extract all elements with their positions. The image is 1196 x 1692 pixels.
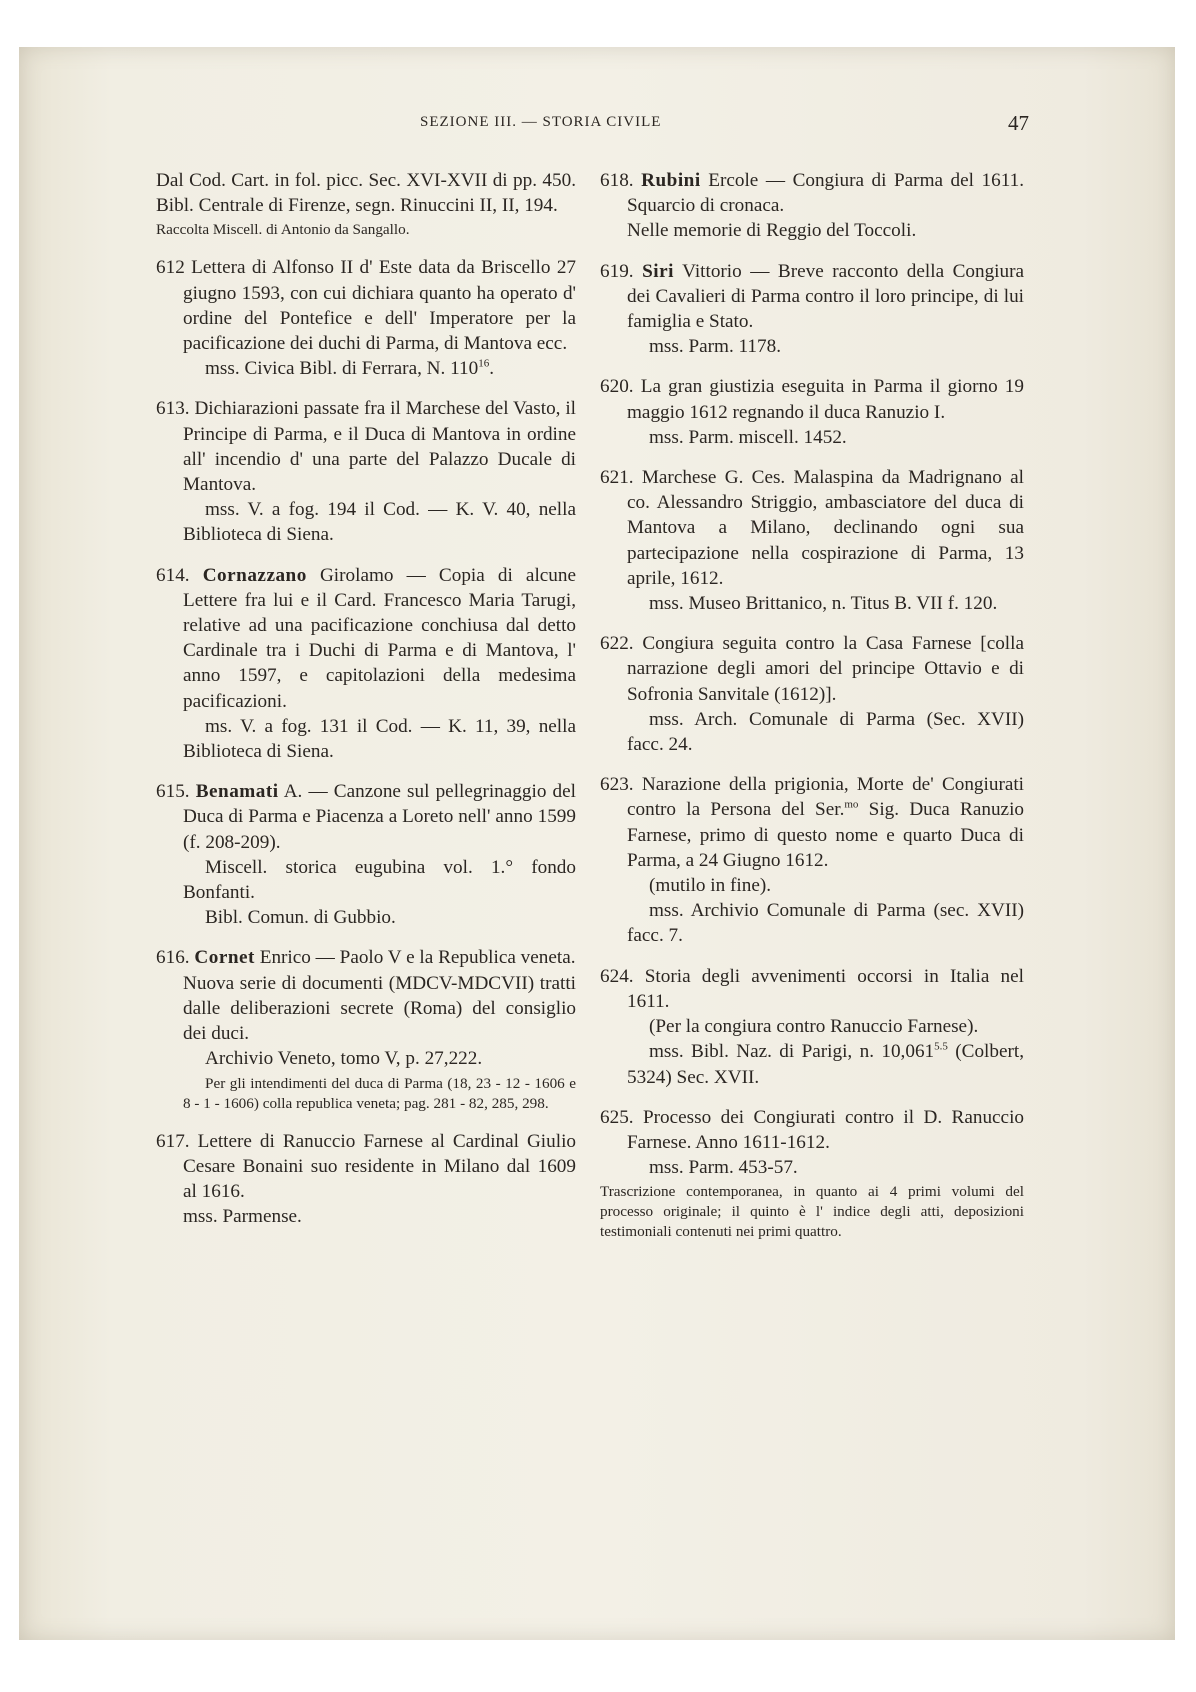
entry-number: 617. [156,1130,190,1152]
entry-location: Miscell. storica eugubina vol. 1.° fondo Bonfanti. [183,856,576,904]
entry-location: Archivio Veneto, tomo V, p. 27,222. [205,1048,483,1070]
entry-location: mss. Parm. 1178. [649,336,782,358]
entry-620 [600,374,1024,450]
entry-text: A. — Canzone sul pellegrinaggio del Duca di Parma e Piacenza a Loreto nell' anno 1599 (f. 208-209). [183,781,576,853]
entry-number: 623. [600,774,634,796]
entry-location: mss. V. a fog. 194 il Cod. — K. V. 40, nella Biblioteca di Siena. [183,499,576,546]
entry-619 [600,259,1024,360]
entry-note: Trascrizione contemporanea, in quanto ai 4 primi volumi del processo originale; il quinto è l' indice degli atti, deposizioni testimoniali contenuti nei primi quattro. [600,1183,1024,1241]
punctuation: . [489,358,495,380]
entry-number: 614. [156,564,190,586]
entry-615 [156,779,576,930]
entry-616 [156,945,576,1113]
superscript: 16 [478,357,490,370]
entry-subtext: Nuova serie di documenti (MDCV-MDCVII) tratti dalle deliberazioni secrete (Roma) del consiglio dei duci. [183,972,576,1045]
entry-text: Ercole — Congiura di Parma del 1611. Squarcio di cronaca. [627,170,1024,217]
entry-text: Lettere di Ranuccio Farnese al Cardinal Giulio Cesare Bonaini suo residente in Milano dal 1609 al 1616. [183,1130,576,1202]
entry-text: Dal Cod. Cart. in fol. picc. Sec. XVI-XVII di pp. 450. Bibl. Centrale di Firenze, segn. Rinuccini II, II, 194. [156,170,576,217]
page-number: 47 [1008,111,1029,135]
entry-text: Storia degli avvenimenti occorsi in Italia nel 1611. [627,965,1024,1012]
section-title: SEZIONE III. — STORIA CIVILE [420,114,662,130]
entry-subtext: (Per la congiura contro Ranuccio Farnese). [649,1016,979,1038]
entry-text: Processo dei Congiurati contro il D. Ranuccio Farnese. Anno 1611-1612. [627,1106,1024,1153]
entry-number: 619. [600,260,634,282]
entry-number: 622. [600,633,634,655]
entry-text: Congiura seguita contro la Casa Farnese [colla narrazione degli amori del principe Ottavio e di Sofronia Sanvitale (1612)]. [627,633,1024,705]
entry-author: Siri [642,260,674,282]
entry-author: Benamati [195,781,279,803]
entry-location: mss. Arch. Comunale di Parma (Sec. XVII) facc. 24. [627,708,1024,756]
entry-number: 615. [156,781,190,803]
entry-text: Dichiarazioni passate fra il Marchese del Vasto, il Principe di Parma, e il Duca di Mantova in ordine all' incendio d' una parte del Palazzo Ducale di Mantova. [183,398,576,496]
entry-location: mss. Civica Bibl. di Ferrara, N. 110 [205,358,479,380]
entry-621 [600,465,1024,616]
entry-subtext: (mutilo in fine). [649,875,772,897]
entry-location: mss. Parmense. [183,1206,302,1228]
entry-text: La gran giustizia eseguita in Parma il giorno 19 maggio 1612 regnando il duca Ranuzio I. [627,376,1024,423]
entry-612 [156,255,576,381]
entry-number: 612 [156,257,185,279]
entry-618 [600,168,1024,244]
entry-number: 625. [600,1106,634,1128]
entry-number: 616. [156,947,190,969]
entry-text: Lettera di Alfonso II d' Este data da Briscello 27 giugno 1593, con cui dichiara quanto ha operato d' ordine del Pontefice e dell' Imperatore per la pacificazione dei duchi di Parma, di Mantova ecc. [183,257,577,355]
entry-text: Girolamo — Copia di alcune Lettere fra lui e il Card. Francesco Maria Tarugi, relative ad una pacificazione conchiusa dal detto Cardinale tra i Duchi di Parma e di Mantova, l' anno 1597, e capitolazioni della medesima pacificazioni. [183,564,576,712]
entry-number: 620. [600,376,634,398]
entry-location: mss. Bibl. Naz. di Parigi, n. 10,061 [649,1041,935,1063]
entry-author: Rubini [641,170,701,191]
left-column [156,168,576,1244]
superscript: mo [844,799,859,812]
entry-author: Cornet [194,947,255,969]
entry-location: ms. V. a fog. 131 il Cod. — K. 11, 39, nella Biblioteca di Siena. [183,715,576,763]
entry-624 [600,964,1024,1090]
entry-continuation [156,168,576,240]
entry-note: Raccolta Miscell. di Antonio da Sangallo. [156,221,410,239]
entry-number: 613. [156,398,190,420]
entry-text: Enrico — Paolo V e la Republica veneta. [259,947,576,969]
entry-location: mss. Museo Brittanico, n. Titus B. VII f. 120. [649,593,998,615]
entry-location: mss. Parm. miscell. 1452. [649,426,847,448]
entry-location: mss. Parm. 453-57. [649,1157,798,1179]
entry-location-end: (Colbert, 5324) Sec. XVII. [627,1041,1025,1088]
entry-location: mss. Archivio Comunale di Parma (sec. XVII) facc. 7. [627,900,1024,947]
entry-location: Nelle memorie di Reggio del Toccoli. [627,220,917,242]
entry-623 [600,772,1024,948]
entry-text: Vittorio — Breve racconto della Congiura dei Cavalieri di Parma contro il loro principe, di lui famiglia e Stato. [627,260,1025,333]
right-column [600,168,1024,1257]
entry-617 [156,1129,576,1230]
entry-note: Per gli intendimenti del duca di Parma (18, 23 - 12 - 1606 e 8 - 1 - 1606) colla republica veneta; pag. 281 - 82, 285, 298. [183,1074,576,1112]
entry-location: Bibl. Comun. di Gubbio. [205,907,396,929]
entry-text: Narazione della prigionia, Morte de' Congiurati contro la Persona del Ser. [627,774,1025,821]
entry-614 [156,563,576,765]
entry-number: 621. [600,467,634,489]
entry-text: Sig. Duca Ranuzio Farnese, primo di questo nome e quarto Duca di Parma, a 24 Giugno 1612. [627,799,1024,871]
entry-author: Cornazzano [202,564,307,586]
entry-number: 618. [600,170,634,191]
entry-number: 624. [600,965,634,987]
entry-622 [600,631,1024,757]
entry-613 [156,396,576,547]
entry-text: Marchese G. Ces. Malaspina da Madrignano al co. Alessandro Striggio, ambasciatore del duca di Mantova a Milano, declinando ogni sua partecipazione nella cospirazione di Parma, 13 aprile, 1612. [627,467,1024,589]
entry-625 [600,1105,1024,1243]
superscript: 5.5 [934,1040,948,1053]
running-header [0,111,1196,138]
